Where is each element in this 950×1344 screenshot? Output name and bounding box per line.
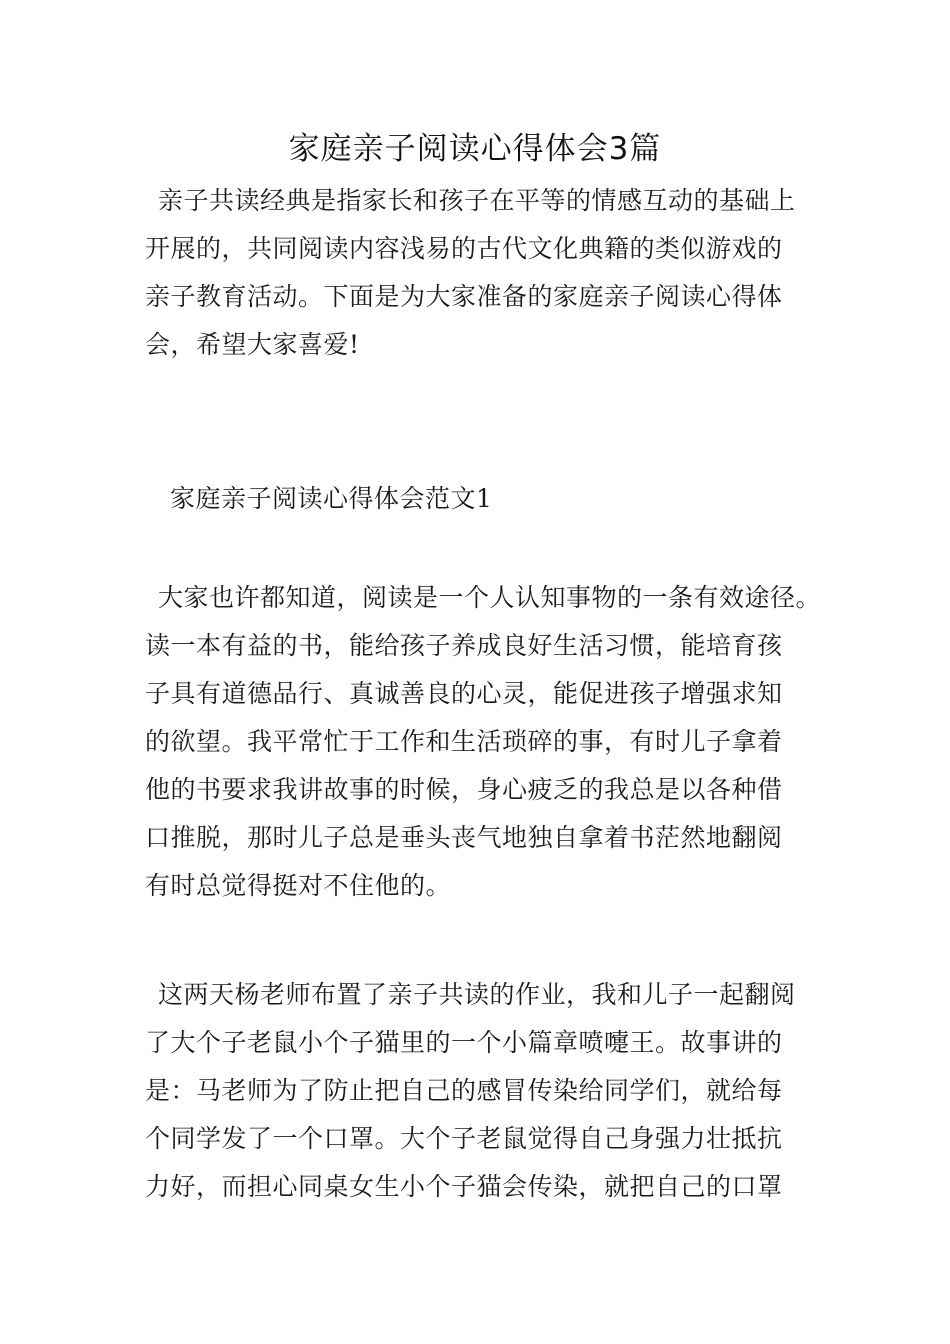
- section-heading: 家庭亲子阅读心得体会范文1: [170, 484, 493, 513]
- paragraph-line: 大家也许都知道，阅读是一个人认知事物的一条有效途径。: [158, 583, 822, 612]
- paragraph-line: 力好，而担心同桌女生小个子猫会传染，就把自己的口罩: [145, 1172, 783, 1201]
- paragraph-line: 有时总觉得挺对不住他的。: [145, 871, 452, 900]
- paragraph-line: 读一本有益的书，能给孩子养成良好生活习惯，能培育孩: [145, 631, 783, 660]
- paragraph-line: 口推脱，那时儿子总是垂头丧气地独自拿着书茫然地翻阅: [145, 823, 783, 852]
- paragraph-line: 这两天杨老师布置了亲子共读的作业，我和儿子一起翻阅: [158, 980, 796, 1009]
- paragraph-line: 是：马老师为了防止把自己的感冒传染给同学们，就给每: [145, 1076, 783, 1105]
- paragraph-line: 个同学发了一个口罩。大个子老鼠觉得自己身强力壮抵抗: [145, 1124, 783, 1153]
- intro-line: 亲子共读经典是指家长和孩子在平等的情感互动的基础上: [158, 186, 796, 215]
- paragraph-line: 子具有道德品行、真诚善良的心灵，能促进孩子增强求知: [145, 679, 783, 708]
- intro-line: 开展的，共同阅读内容浅易的古代文化典籍的类似游戏的: [145, 234, 783, 263]
- paragraph-line: 他的书要求我讲故事的时候，身心疲乏的我总是以各种借: [145, 775, 783, 804]
- document-title: 家庭亲子阅读心得体会3篇: [288, 131, 662, 167]
- intro-line: 亲子教育活动。下面是为大家准备的家庭亲子阅读心得体: [145, 282, 783, 311]
- paragraph-line: 了大个子老鼠小个子猫里的一个小篇章喷嚏王。故事讲的: [145, 1028, 783, 1057]
- intro-line: 会，希望大家喜爱!: [145, 330, 360, 359]
- paragraph-line: 的欲望。我平常忙于工作和生活琐碎的事，有时儿子拿着: [145, 727, 783, 756]
